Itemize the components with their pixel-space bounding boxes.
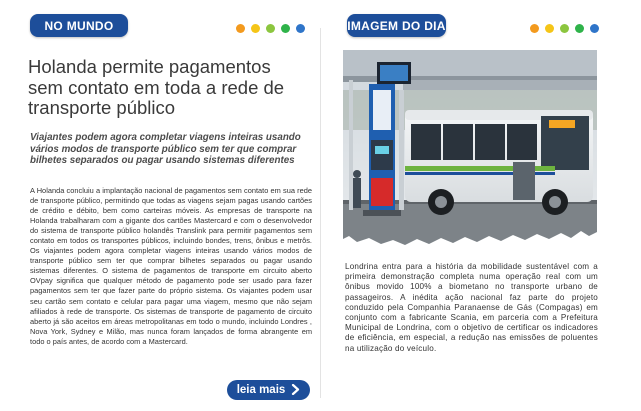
decorative-dots-right — [530, 24, 599, 33]
dot-1 — [530, 24, 539, 33]
dot-2 — [251, 24, 260, 33]
section-tag-imagem-do-dia: IMAGEM DO DIA — [347, 14, 446, 37]
read-more-button[interactable] — [227, 380, 310, 400]
article-lead: Viajantes podem agora completar viagens inteiras usando vários modos de transporte público sem ter que comprar bilhetes separados ou pagar usando sistemas diferentes — [30, 132, 301, 167]
decorative-dots-left — [236, 24, 305, 33]
read-more-label: leia mais — [236, 384, 286, 396]
dot-3 — [560, 24, 569, 33]
dot-2 — [545, 24, 554, 33]
dot-4 — [281, 24, 290, 33]
photo-biomethane-bus — [343, 50, 597, 246]
chevron-right-icon — [291, 384, 300, 397]
dot-5 — [590, 24, 599, 33]
dot-1 — [236, 24, 245, 33]
dot-3 — [266, 24, 275, 33]
article-body: A Holanda concluiu a implantação nacional de pagamentos sem contato em sua rede de transporte público, permitindo que todas as viagens sejam pagas usando cartões de crédito e débito, bem como carteiras móveis. As empresas de transporte na Holanda trabalharam com a gigante dos cartões Mastercard e com o desenvolvedor do sistema de transporte público holandês Translink para permitir pagamentos sem contato em todos os transportes públicos, incluindo bondes, trens, ônibus e metrôs. Os viajantes podem agora completar viagens inteiras usando vários modos de transporte público sem ter que comprar bilhetes separados ou pagar usando sistemas diferentes. O sistema de pagamentos de transporte em circuito aberto OVpay significa que qualquer método de pagamento pode ser usado para fazer pagamentos sem ter que fazer parte do próprio sistema. Os viajantes podem usar seu cartão sem contato e celular para pagar uma viagem, mesmo que não sejam afiliados à rede de transporte. Os sistemas de transporte de pagamento de circuito aberto já são aceitos em áreas metropolitanas em todo o mundo, incluindo Londres , Nova York, Sydney e Milão, mas nunca foram lançados de forma abrangente em todo o país antes, de acordo com a Mastercard. — [30, 186, 312, 346]
article-headline: Holanda permite pagamentos sem contato em toda a rede de transporte público — [28, 56, 285, 118]
photo-caption: Londrina entra para a história da mobilidade sustentável com a primeira demonstração completa numa operação real com um ônibus movido 100% a biometano no transporte urbano de passageiros. A inédita ação nacional faz parte do projeto conduzido pela Companhia Paranaense de Gás (Compagas) em conjunto com a fabricante Scania, em parceria com a Prefeitura Municipal de Londrina, com o objetivo de certificar os indicadores de eficiência, em especial, a redução nas emissões de poluentes na utilização do veículo. — [345, 262, 598, 353]
dot-4 — [575, 24, 584, 33]
dot-5 — [296, 24, 305, 33]
column-divider — [320, 28, 321, 398]
section-tag-no-mundo: NO MUNDO — [30, 14, 128, 37]
